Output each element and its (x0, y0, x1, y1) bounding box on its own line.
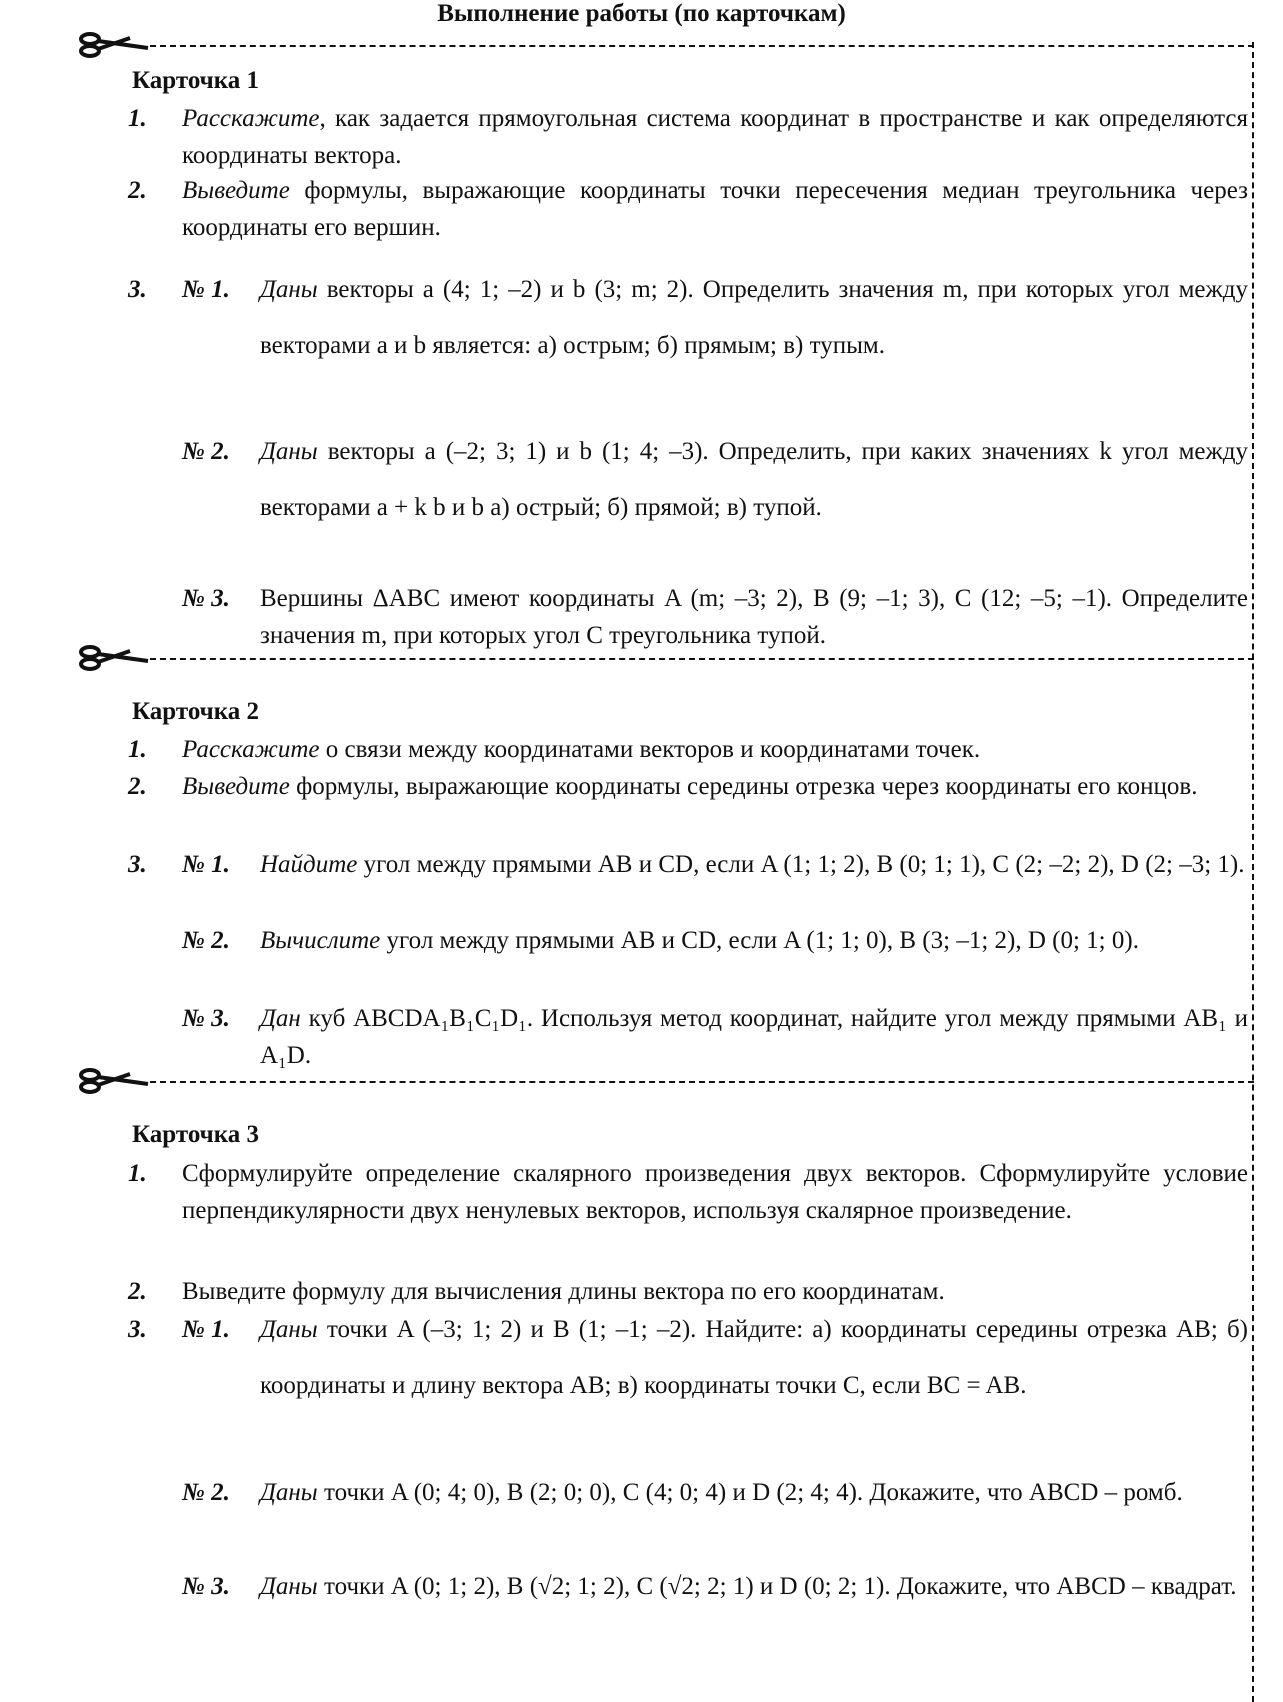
task-verb: Даны (260, 1479, 318, 1506)
section-number: 3. (128, 276, 147, 303)
section-number: 3. (128, 1316, 147, 1343)
cut-line (78, 1066, 1254, 1096)
page-title: Выполнение работы (по карточкам) (437, 0, 846, 27)
right-cut-line (1252, 42, 1254, 1702)
card-3-task-3 (128, 1568, 1248, 1605)
item-text: Сформулируйте определение скалярного произведения двух векторов. Сформулируйте условие перпендикулярности двух ненулевых векторов, используя скалярное произведение. (182, 1160, 1248, 1224)
task-verb: Даны (260, 1316, 318, 1343)
card-3-title: Карточка 3 (132, 1121, 260, 1148)
task-label: № 2. (182, 438, 230, 465)
task-label: № 1. (182, 1316, 230, 1343)
task-verb: Найдите (260, 851, 358, 878)
item-number: 2. (128, 1278, 147, 1305)
card-2-item-2 (128, 768, 1248, 805)
task-text: угол между прямыми AB и CD, если A (1; 1; 2), B (0; 1; 1), C (2; –2; 2), D (2; –3; 1). (357, 851, 1245, 878)
card-2-item-1 (128, 731, 1248, 768)
item-verb: Расскажите (182, 736, 320, 763)
task-text: Вершины ΔABC имеют координаты A (m; –3; 2), B (9; –1; 3), C (12; –5; –1). Определите значения m, при которых угол C треугольника тупой. (260, 585, 1248, 649)
card-1-task-1 (128, 262, 1248, 374)
task-label: № 1. (182, 851, 230, 878)
card-2-task-1 (128, 846, 1248, 883)
task-text: векторы a (–2; 3; 1) и b (1; 4; –3). Определить, при каких значениях k угол между векторами a + k b и b а) острый; б) прямой; в) тупой. (260, 438, 1248, 521)
task-label: № 1. (182, 276, 230, 303)
task-label: № 2. (182, 927, 230, 954)
card-1-task-2 (128, 424, 1248, 536)
item-text: о связи между координатами векторов и координатами точек. (319, 736, 981, 763)
item-text: Выведите формулу для вычисления длины вектора по его координатам. (182, 1278, 945, 1305)
task-verb: Даны (260, 276, 318, 303)
item-number: 2. (128, 773, 147, 800)
item-verb: Выведите (182, 773, 290, 800)
task-label: № 3. (182, 1573, 230, 1600)
section-number: 3. (128, 851, 147, 878)
task-verb: Вычислите (260, 927, 381, 954)
card-3-task-2 (128, 1474, 1248, 1511)
scissors-icon (78, 30, 150, 60)
task-text: точки A (–3; 1; 2) и B (1; –1; –2). Найдите: а) координаты середины отрезка AB; б) координаты и длину вектора AB; в) координаты точки C, если BC = AB. (260, 1316, 1248, 1399)
item-text: , как задается прямоугольная система координат в пространстве и как определяются координаты вектора. (182, 105, 1248, 169)
task-label: № 3. (182, 1005, 230, 1032)
item-verb: Расскажите (182, 105, 320, 132)
card-1-item-2 (128, 172, 1248, 246)
card-2-title: Карточка 2 (132, 698, 260, 725)
scissors-icon (78, 643, 150, 673)
task-verb: Даны (260, 1573, 318, 1600)
task-label: № 3. (182, 585, 230, 612)
item-number: 1. (128, 736, 147, 763)
task-text: куб ABCDA₁B₁C₁D₁. Используя метод координат, найдите угол между прямыми AB₁ и A₁D. (260, 1005, 1248, 1069)
task-verb: Дан (260, 1005, 301, 1032)
task-text: точки A (0; 4; 0), B (2; 0; 0), C (4; 0; 4) и D (2; 4; 4). Докажите, что ABCD – ромб. (317, 1479, 1183, 1506)
item-number: 1. (128, 1160, 147, 1187)
card-1-title: Карточка 1 (132, 67, 260, 94)
task-text: угол между прямыми AB и CD, если A (1; 1; 0), B (3; –1; 2), D (0; 1; 0). (380, 927, 1139, 954)
cut-line (78, 30, 1254, 60)
item-text: формулы, выражающие координаты середины отрезка через координаты его концов. (289, 773, 1198, 800)
card-3-task-1 (128, 1302, 1248, 1414)
task-text: точки A (0; 1; 2), B (√2; 1; 2), C (√2; 2; 1) и D (0; 2; 1). Докажите, что ABCD – квадрат. (317, 1573, 1237, 1600)
item-number: 2. (128, 177, 147, 204)
card-1-item-1 (128, 100, 1248, 174)
task-text: векторы a (4; 1; –2) и b (3; m; 2). Определить значения m, при которых угол между векторами a и b является: а) острым; б) прямым; в) тупым. (260, 276, 1248, 359)
card-3-item-1 (128, 1155, 1248, 1229)
card-2-task-2 (128, 922, 1248, 959)
scissors-icon (78, 1066, 150, 1096)
card-2-task-3 (128, 1000, 1248, 1074)
task-verb: Даны (260, 438, 318, 465)
item-verb: Выведите (182, 177, 290, 204)
cut-line (78, 643, 1254, 673)
item-number: 1. (128, 105, 147, 132)
item-text: формулы, выражающие координаты точки пересечения медиан треугольника через координаты его вершин. (182, 177, 1248, 241)
task-label: № 2. (182, 1479, 230, 1506)
